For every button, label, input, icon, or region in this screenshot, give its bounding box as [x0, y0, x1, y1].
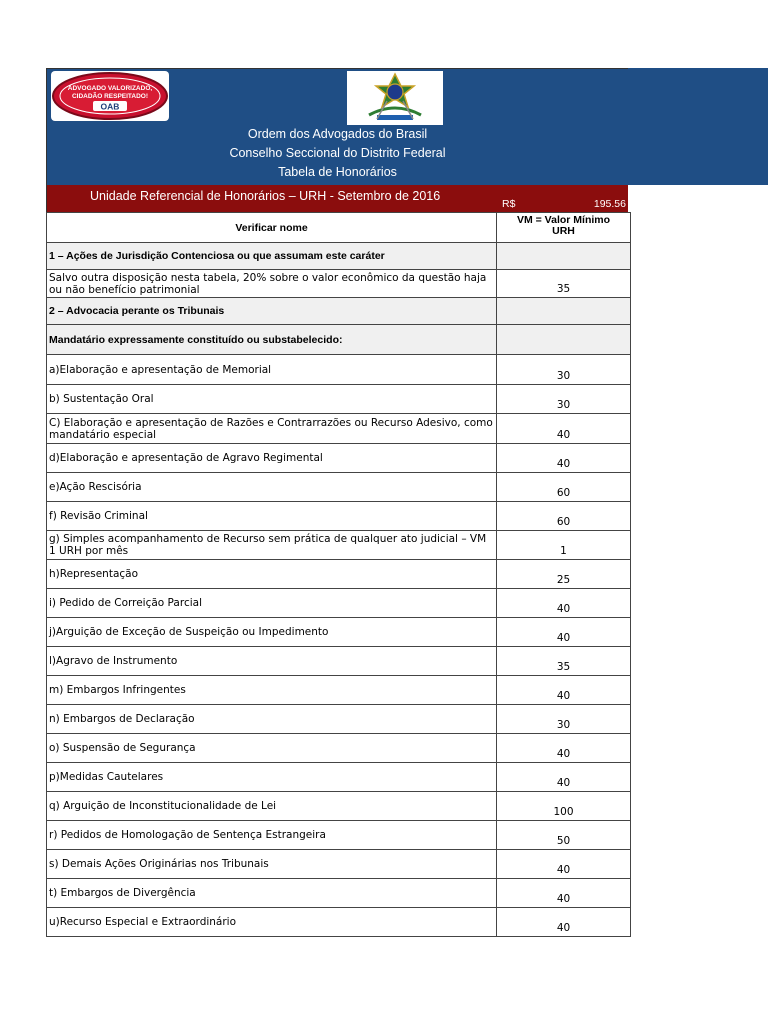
header-titles	[47, 125, 628, 182]
logo-text-bottom: CIDADÃO RESPEITADO!	[71, 93, 149, 100]
table-row	[47, 792, 631, 821]
row-value: 60	[497, 473, 631, 502]
row-text: l)Agravo de Instrumento	[47, 647, 497, 676]
row-text: j)Arguição de Exceção de Suspeição ou Impedimento	[47, 618, 497, 647]
oab-campaign-logo	[51, 71, 169, 121]
row-text: g) Simples acompanhamento de Recurso sem prática de qualquer ato judicial – VM 1 URH por mês	[47, 531, 497, 560]
row-value: 25	[497, 560, 631, 589]
col-header-vm-line1: VM = Valor Mínimo	[516, 214, 611, 226]
row-text: h)Representação	[47, 560, 497, 589]
row-text: Mandatário expressamente constituído ou substabelecido:	[47, 325, 497, 355]
table-row	[47, 444, 631, 473]
logo-text-top: ADVOGADO VALORIZADO,	[67, 85, 153, 92]
row-text: m) Embargos Infringentes	[47, 676, 497, 705]
table-row	[47, 908, 631, 937]
org-name: Ordem dos Advogados do Brasil	[247, 127, 428, 141]
header-band-extension	[628, 68, 768, 185]
row-text: r) Pedidos de Homologação de Sentença Estrangeira	[47, 821, 497, 850]
row-text: n) Embargos de Declaração	[47, 705, 497, 734]
row-value	[497, 298, 631, 325]
row-value: 40	[497, 589, 631, 618]
row-text: q) Arguição de Inconstitucionalidade de Lei	[47, 792, 497, 821]
col-header-vm-line2: URH	[552, 225, 575, 237]
table-row	[47, 385, 631, 414]
row-value: 40	[497, 676, 631, 705]
row-text: Salvo outra disposição nesta tabela, 20% sobre o valor econômico da questão haja ou não benefício patrimonial	[47, 270, 497, 298]
table-row	[47, 414, 631, 444]
row-value: 30	[497, 705, 631, 734]
table-row	[47, 676, 631, 705]
table-row	[47, 589, 631, 618]
table-row	[47, 473, 631, 502]
row-value: 35	[497, 270, 631, 298]
table-row	[47, 705, 631, 734]
table-row	[47, 502, 631, 531]
row-text: f) Revisão Criminal	[47, 502, 497, 531]
row-text: 2 – Advocacia perante os Tribunais	[47, 298, 497, 325]
row-value	[497, 243, 631, 270]
urh-currency: R$	[502, 198, 516, 210]
table-row	[47, 647, 631, 676]
fee-table-sheet	[46, 68, 628, 937]
row-text: b) Sustentação Oral	[47, 385, 497, 414]
row-value: 40	[497, 908, 631, 937]
row-value: 40	[497, 734, 631, 763]
row-text: 1 – Ações de Jurisdição Contenciosa ou que assumam este caráter	[47, 243, 497, 270]
fees-table	[46, 212, 631, 937]
table-header-row	[47, 213, 631, 243]
brazil-coat-of-arms-icon	[347, 71, 443, 125]
council-name: Conselho Seccional do Distrito Federal	[229, 146, 446, 160]
row-text: e)Ação Rescisória	[47, 473, 497, 502]
row-value: 40	[497, 444, 631, 473]
row-value: 40	[497, 850, 631, 879]
header	[46, 68, 628, 185]
table-row	[47, 618, 631, 647]
table-row	[47, 355, 631, 385]
row-value: 30	[497, 385, 631, 414]
urh-title: Unidade Referencial de Honorários – URH - Setembro de 2016	[90, 189, 441, 203]
row-value: 50	[497, 821, 631, 850]
row-text: t) Embargos de Divergência	[47, 879, 497, 908]
row-text: o) Suspensão de Segurança	[47, 734, 497, 763]
row-text: a)Elaboração e apresentação de Memorial	[47, 355, 497, 385]
table-row	[47, 850, 631, 879]
col-header-name: Verificar nome	[47, 213, 497, 243]
row-value: 30	[497, 355, 631, 385]
table-row	[47, 325, 631, 355]
table-row	[47, 270, 631, 298]
table-title: Tabela de Honorários	[278, 165, 397, 179]
table-row	[47, 734, 631, 763]
row-value: 100	[497, 792, 631, 821]
row-value: 40	[497, 414, 631, 444]
row-value: 40	[497, 618, 631, 647]
col-header-vm	[497, 213, 631, 243]
row-text: s) Demais Ações Originárias nos Tribunais	[47, 850, 497, 879]
table-row	[47, 298, 631, 325]
row-text: i) Pedido de Correição Parcial	[47, 589, 497, 618]
row-value: 40	[497, 763, 631, 792]
urh-value: 195.56	[593, 198, 626, 210]
row-text: C) Elaboração e apresentação de Razões e Contrarrazões ou Recurso Adesivo, como mandatário especial	[47, 414, 497, 444]
row-text: u)Recurso Especial e Extraordinário	[47, 908, 497, 937]
table-row	[47, 243, 631, 270]
table-row	[47, 560, 631, 589]
row-value: 60	[497, 502, 631, 531]
logo-brand: OAB	[100, 101, 120, 112]
row-value: 1	[497, 531, 631, 560]
row-value	[497, 325, 631, 355]
row-text: d)Elaboração e apresentação de Agravo Regimental	[47, 444, 497, 473]
table-row	[47, 531, 631, 560]
urh-bar	[46, 185, 628, 212]
row-value: 40	[497, 879, 631, 908]
row-text: p)Medidas Cautelares	[47, 763, 497, 792]
table-row	[47, 879, 631, 908]
row-value: 35	[497, 647, 631, 676]
table-row	[47, 821, 631, 850]
table-row	[47, 763, 631, 792]
